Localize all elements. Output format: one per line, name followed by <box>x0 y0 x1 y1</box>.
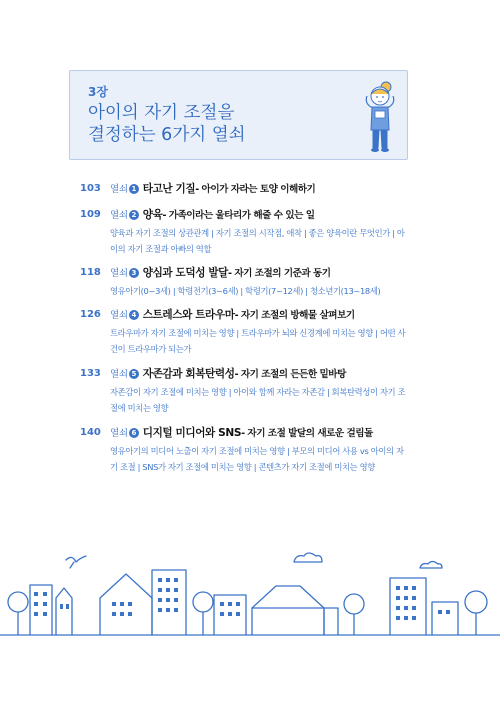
city-skyline-illustration <box>0 540 500 650</box>
key-tag: 열쇠 3 <box>110 265 139 279</box>
entry-title: 자존감과 회복탄력성 <box>142 367 235 380</box>
toc-entry[interactable] <box>80 180 420 196</box>
entry-description: 영유아기(0~3세) | 학령전기(3~6세) | 학령기(7~12세) | 청소년기(13~18세) <box>110 286 381 296</box>
chapter-title: 아이의 자기 조절을 결정하는 6가지 열쇠 <box>88 103 246 145</box>
page-number: 103 <box>80 182 101 194</box>
cloud-icon <box>294 553 322 562</box>
key-number-icon: 4 <box>129 310 139 320</box>
entry-subtitle: - 자기 조절의 기준과 동기 <box>228 268 331 279</box>
tree-icon <box>465 591 487 613</box>
toc-entry[interactable] <box>80 424 420 475</box>
entry-subtitle: - 자기 조절 발달의 새로운 걸림돌 <box>241 428 373 439</box>
entry-title: 양육 <box>142 208 163 221</box>
key-number-icon: 1 <box>129 184 139 194</box>
key-tag: 열쇠 6 <box>110 425 139 439</box>
page-number: 118 <box>80 266 101 278</box>
toc-entry[interactable] <box>80 306 420 357</box>
tree-icon <box>344 594 364 614</box>
chapter-number: 3장 <box>88 85 108 99</box>
entry-subtitle: - 아이가 자라는 토양 이해하기 <box>195 184 316 195</box>
entry-subtitle: - 자기 조절의 방해물 살펴보기 <box>234 310 355 321</box>
key-number-icon: 6 <box>129 428 139 438</box>
entry-description: 트라우마가 자기 조절에 미치는 영향 | 트라우마가 뇌와 신경계에 미치는 영향 | 어떤 사건이 트라우마가 되는가 <box>110 328 406 354</box>
entry-title: 스트레스와 트라우마 <box>142 308 235 321</box>
entry-description: 자존감이 자기 조절에 미치는 영향 | 아이와 함께 자라는 자존감 | 회복탄력성이 자기 조절에 미치는 영향 <box>110 387 406 413</box>
entry-description: 영유아기의 미디어 노출이 자기 조절에 미치는 영향 | 부모의 미디어 사용 vs 아이의 자기 조절 | SNS가 자기 조절에 미치는 영향 | 콘텐츠가 자기 조절에 미치는 영향 <box>110 446 404 472</box>
toc-entry[interactable] <box>80 365 420 416</box>
page-number: 109 <box>80 208 101 220</box>
child-illustration <box>354 78 404 164</box>
page-number: 133 <box>80 367 101 379</box>
page-number: 126 <box>80 308 101 320</box>
entry-title: 디지털 미디어와 SNS <box>142 426 242 439</box>
toc-entry[interactable] <box>80 206 420 257</box>
key-number-icon: 2 <box>129 210 139 220</box>
toc-entry[interactable] <box>80 264 420 299</box>
entry-description: 양육과 자기 조절의 상관관계 | 자기 조절의 시작점, 애착 | 좋은 양육이란 무엇인가 | 아이의 자기 조절과 아빠의 역할 <box>110 228 405 254</box>
entry-subtitle: - 자기 조절의 든든한 밑바탕 <box>234 369 346 380</box>
entry-title: 양심과 도덕성 발달 <box>142 266 229 279</box>
entry-title: 타고난 기질 <box>142 182 196 195</box>
key-tag: 열쇠 2 <box>110 207 139 221</box>
key-tag: 열쇠 5 <box>110 366 139 380</box>
bird-icon <box>66 556 86 568</box>
page-number: 140 <box>80 426 101 438</box>
key-tag: 열쇠 4 <box>110 307 139 321</box>
entry-subtitle: - 가족이라는 울타리가 해줄 수 있는 일 <box>162 210 315 221</box>
tree-icon <box>193 592 213 612</box>
key-tag: 열쇠 1 <box>110 181 139 195</box>
tree-icon <box>8 592 28 612</box>
key-number-icon: 5 <box>129 369 139 379</box>
key-number-icon: 3 <box>129 268 139 278</box>
cloud-icon <box>420 562 442 569</box>
